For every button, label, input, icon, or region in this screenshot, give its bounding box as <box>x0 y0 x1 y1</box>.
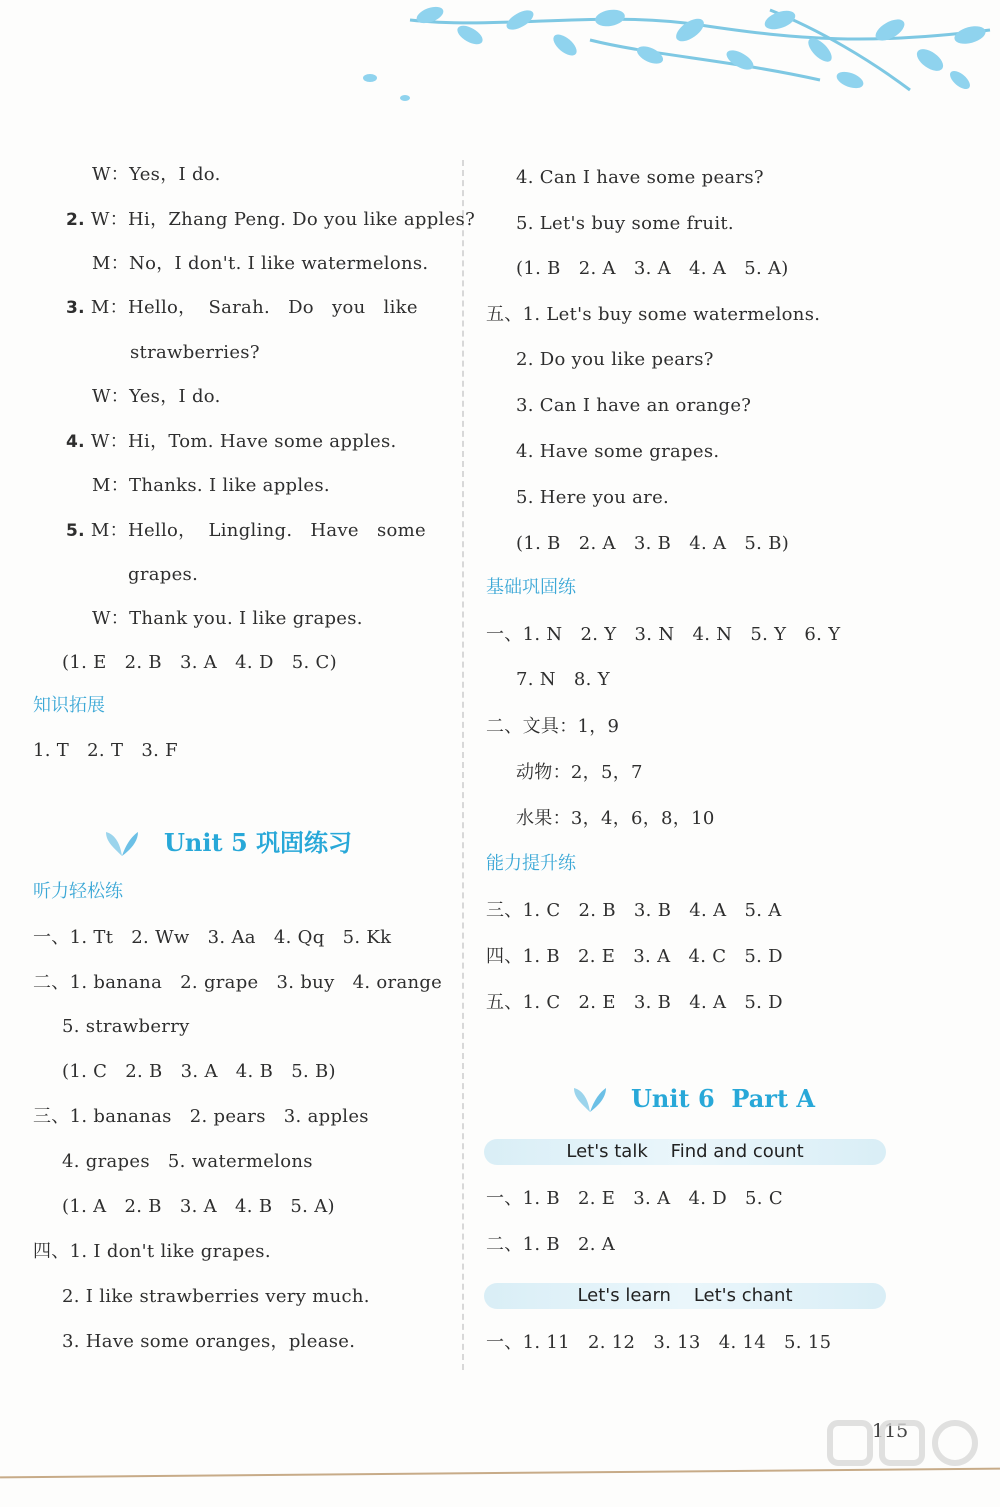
branch-decoration <box>350 0 1000 110</box>
answer-key-line: 二、1. banana 2. grape 3. buy 4. orange <box>33 972 443 993</box>
answer-key-line: 一、1. Tt 2. Ww 3. Aa 4. Qq 5. Kk <box>33 927 392 948</box>
unit-title: Unit 5 巩固练习 <box>164 828 352 857</box>
answer-text: M：Hello， Sarah. Do you like <box>84 297 418 318</box>
section-heading: 听力轻松练 <box>33 881 123 902</box>
answer-line <box>66 208 475 232</box>
answer-key-line: 三、1. bananas 2. pears 3. apples <box>33 1106 369 1127</box>
answer-key-line: 5. strawberry <box>62 1016 190 1037</box>
answer-key-line: (1. B 2. A 3. B 4. A 5. B) <box>516 533 790 554</box>
answer-line: 5. Here you are. <box>516 487 670 508</box>
subsection-banner: Let's talk Find and count <box>484 1139 886 1165</box>
answer-line <box>66 519 426 543</box>
watermark-logo <box>820 1418 995 1498</box>
answer-key-line: 一、1. B 2. E 3. A 4. D 5. C <box>486 1188 783 1209</box>
answer-key-line: 4. grapes 5. watermelons <box>62 1151 313 1172</box>
answer-line: 4. Can I have some pears? <box>516 167 764 188</box>
answer-key-line: 五、1. C 2. E 3. B 4. A 5. D <box>486 992 783 1013</box>
item-number: 2. <box>66 210 85 230</box>
answer-key-line: 7. N 8. Y <box>516 669 610 690</box>
answer-text: W：Hi，Tom. Have some apples. <box>84 431 397 452</box>
answer-key-line: 1. T 2. T 3. F <box>33 740 178 761</box>
answer-key-line: (1. C 2. B 3. A 4. B 5. B) <box>62 1061 336 1082</box>
answer-key-line: 二、1. B 2. A <box>486 1234 616 1255</box>
answer-key-line: 四、1. I don't like grapes. <box>33 1241 271 1262</box>
column-divider <box>462 160 464 1370</box>
item-number: 4. <box>66 432 85 452</box>
answer-line <box>66 296 418 320</box>
section-heading: 基础巩固练 <box>486 577 576 598</box>
answer-line: 5. Let's buy some fruit. <box>516 213 734 234</box>
answer-key-line: 三、1. C 2. B 3. B 4. A 5. A <box>486 900 782 921</box>
answer-text: M：Hello， Lingling. Have some <box>84 520 426 541</box>
answer-line: strawberries? <box>130 342 260 363</box>
subsection-banner: Let's learn Let's chant <box>484 1283 886 1309</box>
section-heading: 能力提升练 <box>486 853 576 874</box>
answer-key-line: (1. E 2. B 3. A 4. D 5. C) <box>62 652 337 673</box>
unit-title: Unit 6 Part A <box>631 1084 816 1113</box>
answer-key-line: 2. I like strawberries very much. <box>62 1286 370 1307</box>
answer-key-line: 四、1. B 2. E 3. A 4. C 5. D <box>486 946 783 967</box>
answer-line: W：Thank you. I like grapes. <box>92 608 363 629</box>
answer-key-line: (1. B 2. A 3. A 4. A 5. A) <box>516 258 789 279</box>
section-heading: 知识拓展 <box>33 695 105 716</box>
answer-key-line: 水果：3，4，6，8，10 <box>516 808 715 829</box>
answer-key-line: 动物：2，5，7 <box>516 762 643 783</box>
answer-key-line: 一、1. 11 2. 12 3. 13 4. 14 5. 15 <box>486 1332 832 1353</box>
answer-key-line: (1. A 2. B 3. A 4. B 5. A) <box>62 1196 335 1217</box>
answer-line <box>66 430 397 454</box>
item-number: 5. <box>66 521 85 541</box>
answer-line: 4. Have some grapes. <box>516 441 720 462</box>
answer-key-line: 二、文具：1，9 <box>486 716 620 737</box>
leaf-icon <box>572 1084 608 1114</box>
answer-line: 3. Can I have an orange? <box>516 395 752 416</box>
page-number: 115 <box>872 1420 909 1442</box>
answer-line: W：Yes，I do. <box>92 164 221 185</box>
answer-line: M：No，I don't. I like watermelons. <box>92 253 429 274</box>
answer-text: W：Hi，Zhang Peng. Do you like apples? <box>84 209 476 230</box>
answer-line: 五、1. Let's buy some watermelons. <box>486 304 821 325</box>
answer-line: M：Thanks. I like apples. <box>92 475 330 496</box>
answer-key-line: 一、1. N 2. Y 3. N 4. N 5. Y 6. Y <box>486 624 841 645</box>
answer-key-line: 3. Have some oranges，please. <box>62 1331 356 1352</box>
leaf-icon <box>104 828 140 858</box>
answer-line: W：Yes，I do. <box>92 386 221 407</box>
answer-line: grapes. <box>128 564 199 585</box>
item-number: 3. <box>66 298 85 318</box>
answer-line: 2. Do you like pears? <box>516 349 714 370</box>
